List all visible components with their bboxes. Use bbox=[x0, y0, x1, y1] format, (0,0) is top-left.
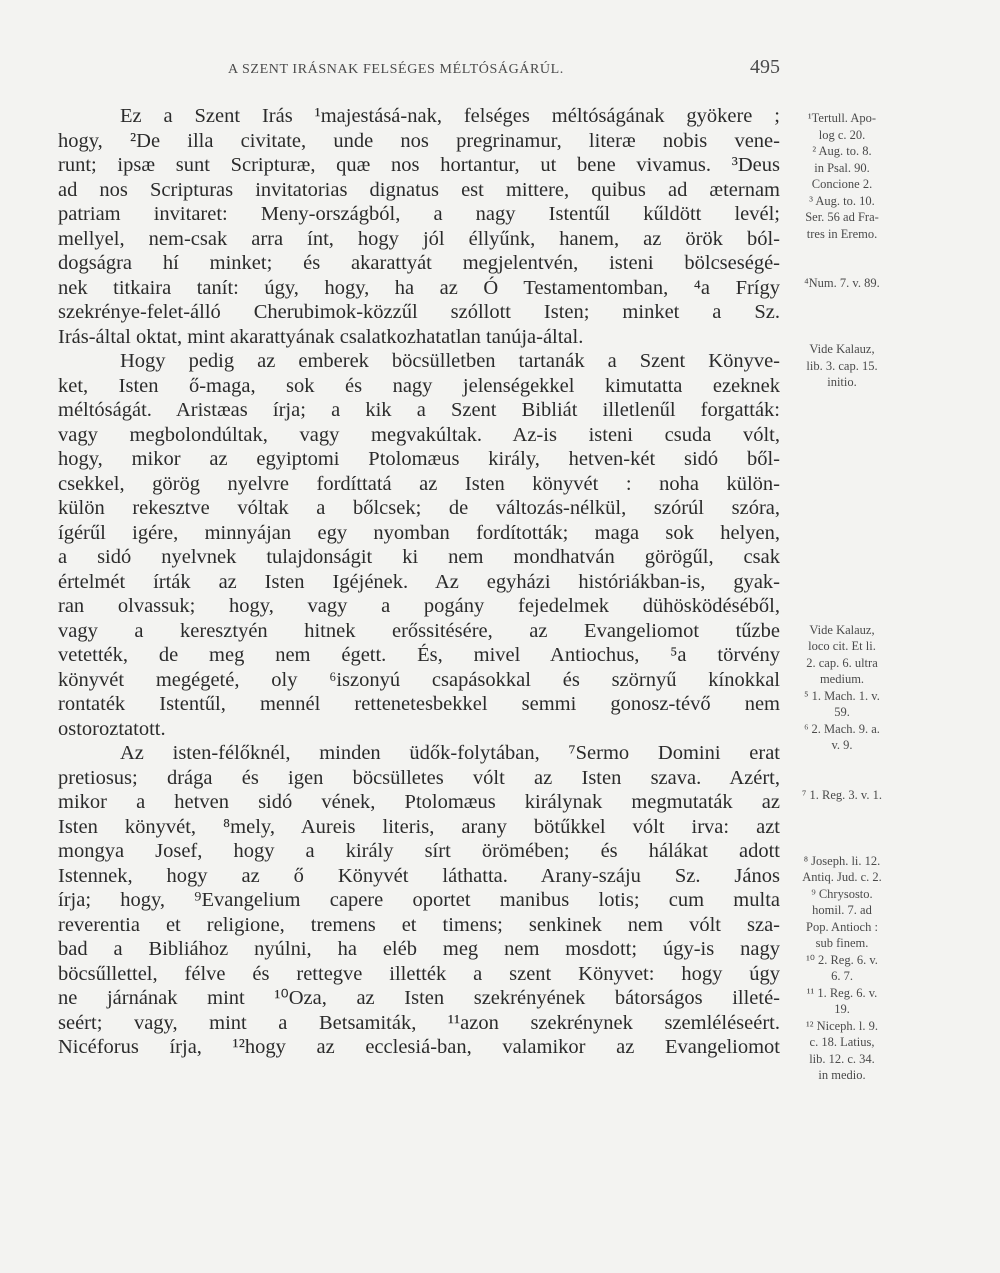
text-line: külön rekesztve vóltak a bőlcsek; de változás-nélkül, szórúl szóra, bbox=[58, 497, 780, 519]
page-header bbox=[60, 56, 780, 84]
text-line: a sidó nyelvnek tulajdonságit ki nem mondhatván görögűl, csak bbox=[58, 546, 780, 568]
text-line: méltóságát. Aristæas írja; a kik a Szent Bibliát illetlenűl forgatták: bbox=[58, 399, 780, 421]
text-line: pretiosus; drága és igen böcsülletes vólt az Isten szava. Azért, bbox=[58, 766, 780, 789]
text-line: Nicéforus írja, ¹²hogy az ecclesiá-ban, valamikor az Evangeliomot bbox=[58, 1036, 780, 1058]
margin-note-line: in medio. bbox=[818, 1068, 866, 1082]
margin-note-line: ² Aug. to. 8. bbox=[812, 144, 872, 158]
text-line: ad nos Scripturas invitatorias dignatus est mittere, quibus ad æternam bbox=[58, 178, 780, 201]
text-line: vagy megbolondúltak, vagy megvakúltak. Az-is isteni csuda vólt, bbox=[58, 423, 780, 446]
text-line: ígérűl igére, minnyájan egy nyomban fordították; maga sok helyen, bbox=[58, 521, 780, 544]
margin-note-line: loco cit. Et li. bbox=[808, 639, 876, 653]
margin-note-line: ⁹ Chrysosto. bbox=[811, 886, 873, 901]
text-line: böcsűllettel, félve és rettegve illették a szent Könyvet: hogy úgy bbox=[58, 962, 780, 985]
margin-note-line: Concione 2. bbox=[811, 177, 873, 191]
margin-note-line bbox=[786, 589, 898, 606]
margin-note-line bbox=[786, 242, 898, 259]
margin-note-line bbox=[786, 605, 898, 622]
margin-note-line: 59. bbox=[834, 705, 850, 719]
margin-note-line bbox=[786, 803, 898, 820]
text-line: ostoroztatott. bbox=[58, 717, 166, 740]
text-line: Isten könyvét, ⁸mely, Aureis literis, arany bötűkkel vólt irva: azt bbox=[58, 815, 780, 838]
margin-note-line bbox=[786, 457, 898, 474]
page-number: 495 bbox=[750, 56, 780, 78]
text-line: csekkel, görög nyelvre fordíttatá az Isten könyvét : noha külön- bbox=[58, 472, 780, 495]
margin-note-line bbox=[786, 325, 898, 342]
text-line: mikor a hetven sidó vének, Ptolomæus királynak megmutaták az bbox=[58, 791, 780, 813]
margin-note-line: sub finem. bbox=[815, 936, 869, 950]
margin-note-line: ¹¹ 1. Reg. 6. v. bbox=[806, 985, 878, 1000]
margin-note-line: ¹² Niceph. l. 9. bbox=[805, 1018, 879, 1033]
margin-note-line bbox=[786, 539, 898, 556]
margin-note-line: v. 9. bbox=[831, 738, 853, 752]
margin-note-line: medium. bbox=[819, 672, 865, 686]
margin-note-line: 6. 7. bbox=[831, 969, 853, 983]
margin-note-line bbox=[786, 523, 898, 540]
text-line: nek titkaira tanít: úgy, hogy, ha az Ó Testamentomban, ⁴a Frígy bbox=[58, 276, 780, 299]
margin-note-line: Vide Kalauz, bbox=[809, 622, 875, 637]
margin-notes bbox=[786, 110, 898, 1084]
margin-note-line: ⁵ 1. Mach. 1. v. bbox=[804, 688, 880, 703]
margin-note-line bbox=[786, 490, 898, 507]
text-line: szekrénye-felet-álló Cherubimok-közzűl szóllott Isten; minket a Sz. bbox=[58, 301, 780, 323]
text-line: seért; vagy, mint a Betsamiták, ¹¹azon szekrénynek szemléléseért. bbox=[58, 1011, 780, 1034]
running-head: A SZENT IRÁSNAK FELSÉGES MÉLTÓSÁGÁRÚL. bbox=[228, 62, 564, 77]
text-line: értelmét írták az Isten Igéjének. Az egyházi históriákban-is, gyak- bbox=[58, 570, 780, 593]
margin-note-line: homil. 7. ad bbox=[812, 903, 872, 917]
text-line: írja; hogy, ⁹Evangelium capere oportet manibus lotis; cum multa bbox=[58, 889, 780, 911]
margin-note-line bbox=[786, 424, 898, 441]
margin-note-line bbox=[786, 556, 898, 573]
text-line: ran olvassuk; hogy, vagy a pogány fejedelmek dühösködéséből, bbox=[58, 595, 780, 617]
margin-note-line: 2. cap. 6. ultra bbox=[806, 655, 878, 670]
margin-note-line: c. 18. Latius, bbox=[809, 1035, 875, 1049]
margin-note-line bbox=[786, 440, 898, 457]
text-line: mellyel, nem-csak arra ínt, hogy jól éllyűnk, hanem, az örök ból- bbox=[58, 227, 780, 250]
text-line: runt; ipsæ sunt Scripturæ, quæ nos hortantur, ut bene vivamus. ³Deus bbox=[58, 154, 780, 176]
margin-note-line bbox=[786, 572, 898, 589]
margin-note-line: ⁸ Joseph. li. 12. bbox=[803, 853, 881, 868]
text-line: mongya Josef, hogy a király sírt örömében; és hálákat adott bbox=[58, 840, 780, 862]
margin-note-line bbox=[786, 836, 898, 853]
text-line: Istennek, hogy az ő Könyvét láthatta. Arany-száju Sz. János bbox=[58, 864, 780, 887]
margin-note-line bbox=[786, 391, 898, 408]
margin-note-line bbox=[786, 473, 898, 490]
margin-note-line: lib. 3. cap. 15. bbox=[806, 358, 878, 373]
text-line: patriam invitaret: Meny-országból, a nagy Istentűl kűldött levél; bbox=[58, 203, 780, 225]
margin-note-line bbox=[786, 308, 898, 325]
text-line: Az isten-félőknél, minden üdők-folytában, ⁷Sermo Domini erat bbox=[120, 742, 780, 764]
text-line: dogságra hí minket; és akarattyát megjelentvén, isteni bölcseségé- bbox=[58, 252, 780, 274]
margin-note-line: ³ Aug. to. 10. bbox=[809, 193, 875, 208]
body-text bbox=[58, 104, 780, 1060]
text-line: könyvét megégeté, oly ⁶iszonyú csapásokkal és szörnyű kínokkal bbox=[58, 668, 780, 691]
text-line: vagy a keresztyén hitnek erőssitésére, az Evangeliomot tűzbe bbox=[58, 619, 780, 642]
text-line: hogy, ²De illa civitate, unde nos pregrinamur, literæ nobis vene- bbox=[58, 129, 780, 152]
margin-note-line: initio. bbox=[827, 375, 857, 389]
text-line: rontaték Istentűl, mennél rettenetesbekkel semmi gonosz-tévő nem bbox=[58, 693, 780, 715]
margin-note-line bbox=[786, 820, 898, 837]
margin-note-line: Vide Kalauz, bbox=[809, 342, 875, 356]
text-line: Irás-által oktat, mint akarattyának csalatkozhatatlan tanúja-által. bbox=[58, 325, 584, 348]
margin-note-line bbox=[786, 292, 898, 309]
margin-note-line bbox=[786, 770, 898, 787]
margin-note-line: ¹⁰ 2. Reg. 6. v. bbox=[806, 952, 878, 967]
margin-note-line bbox=[786, 754, 898, 771]
margin-note-line: lib. 12. c. 34. bbox=[809, 1051, 875, 1066]
margin-note-line bbox=[786, 407, 898, 424]
margin-note-line: Ser. 56 ad Fra- bbox=[805, 210, 879, 224]
margin-note-line: ⁷ 1. Reg. 3. v. 1. bbox=[802, 787, 882, 802]
text-line: ne járnának mint ¹⁰Oza, az Isten szekrényének bátorságos illeté- bbox=[58, 987, 780, 1009]
margin-note-line: 19. bbox=[834, 1002, 850, 1016]
text-line: bad a Bibliához nyúlni, ha eléb meg nem mosdott; úgy-is nagy bbox=[58, 938, 780, 960]
margin-note-line: ¹Tertull. Apo- bbox=[807, 111, 877, 125]
margin-note-line: ⁴Num. 7. v. 89. bbox=[804, 276, 880, 290]
text-line: vetették, de meg nem égett. És, mivel Antiochus, ⁵a törvény bbox=[58, 644, 780, 666]
margin-note-line: tres in Eremo. bbox=[806, 226, 878, 241]
text-line: hogy, mikor az egyiptomi Ptolomæus király, hetven-két sidó ből- bbox=[58, 448, 780, 470]
margin-note-line: ⁶ 2. Mach. 9. a. bbox=[804, 721, 880, 736]
margin-note-line: log c. 20. bbox=[818, 127, 866, 142]
margin-note-line: in Psal. 90. bbox=[814, 160, 870, 175]
text-line: Hogy pedig az emberek böcsülletben tartanák a Szent Könyve- bbox=[120, 350, 780, 372]
text-line: ket, Isten ő-maga, sok és nagy jelenségekkel kimutatta ezeknek bbox=[58, 374, 780, 397]
margin-note-line: Antiq. Jud. c. 2. bbox=[802, 870, 882, 884]
text-line: reverentia et religione, tremens et timens; senkinek nem vólt sza- bbox=[58, 913, 780, 936]
text-line: Ez a Szent Irás ¹majestásá-nak, felséges méltóságának gyökere ; bbox=[120, 105, 780, 127]
margin-note-line bbox=[786, 259, 898, 276]
margin-note-line bbox=[786, 506, 898, 523]
margin-note-line: Pop. Antioch : bbox=[806, 919, 878, 934]
